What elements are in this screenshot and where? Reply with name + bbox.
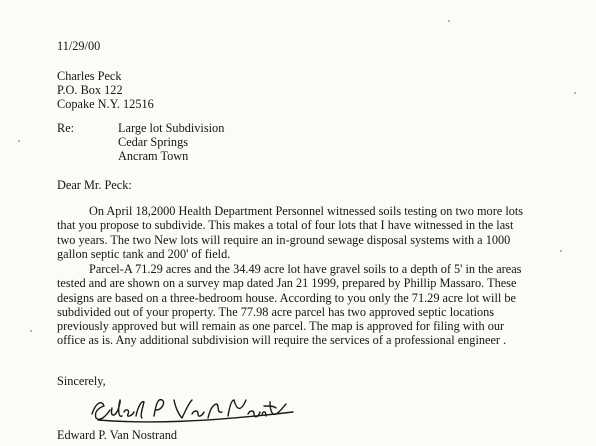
scan-speck xyxy=(448,20,450,22)
re-line-1: Large lot Subdivision xyxy=(118,121,225,135)
re-label: Re: xyxy=(57,121,75,135)
signer-name: Edward P. Van Nostrand xyxy=(57,428,177,442)
recipient-address xyxy=(57,69,154,111)
re-subject xyxy=(118,121,224,163)
salutation: Dear Mr. Peck: xyxy=(57,178,132,192)
re-line-2: Cedar Springs xyxy=(118,135,189,149)
letter-date: 11/29/00 xyxy=(57,39,101,53)
body-paragraph-1-text: On April 18,2000 Health Department Personnel witnessed soils testing on two more lots that you propose to subdivide. This makes a total of four lots that I have witnessed in the last two years. The two New lots will require an in-ground sewage disposal systems with a 1000 gallon septic tank and 200' of field. xyxy=(57,204,524,261)
re-line-3: Ancram Town xyxy=(118,149,189,163)
scan-speck xyxy=(560,250,562,252)
scan-speck xyxy=(30,330,32,332)
scan-speck xyxy=(18,140,20,142)
recipient-address-line2: Copake N.Y. 12516 xyxy=(57,97,154,111)
body-paragraph-2-text: Parcel-A 71.29 acres and the 34.49 acre lot have gravel soils to a depth of 5' in the areas tested and are shown on a survey map dated Jan 21 1999, prepared by Phillip Massaro. These designs are based on a three-bedroom house. According to you only the 71.29 acre lot will be subdivided out of your property. The 77.98 acre parcel has two approved septic locations previously approved but will remain as one parcel. The map is approved for filing with our office as is. Any additional subdivision will require the services of a professional engineer . xyxy=(57,262,522,348)
closing: Sincerely, xyxy=(57,374,106,388)
recipient-name: Charles Peck xyxy=(57,69,122,83)
body-paragraph-2 xyxy=(57,262,527,348)
recipient-address-line1: P.O. Box 122 xyxy=(57,83,123,97)
body-paragraph-1 xyxy=(57,204,527,261)
handwritten-signature xyxy=(88,392,298,426)
scan-speck xyxy=(574,92,576,94)
